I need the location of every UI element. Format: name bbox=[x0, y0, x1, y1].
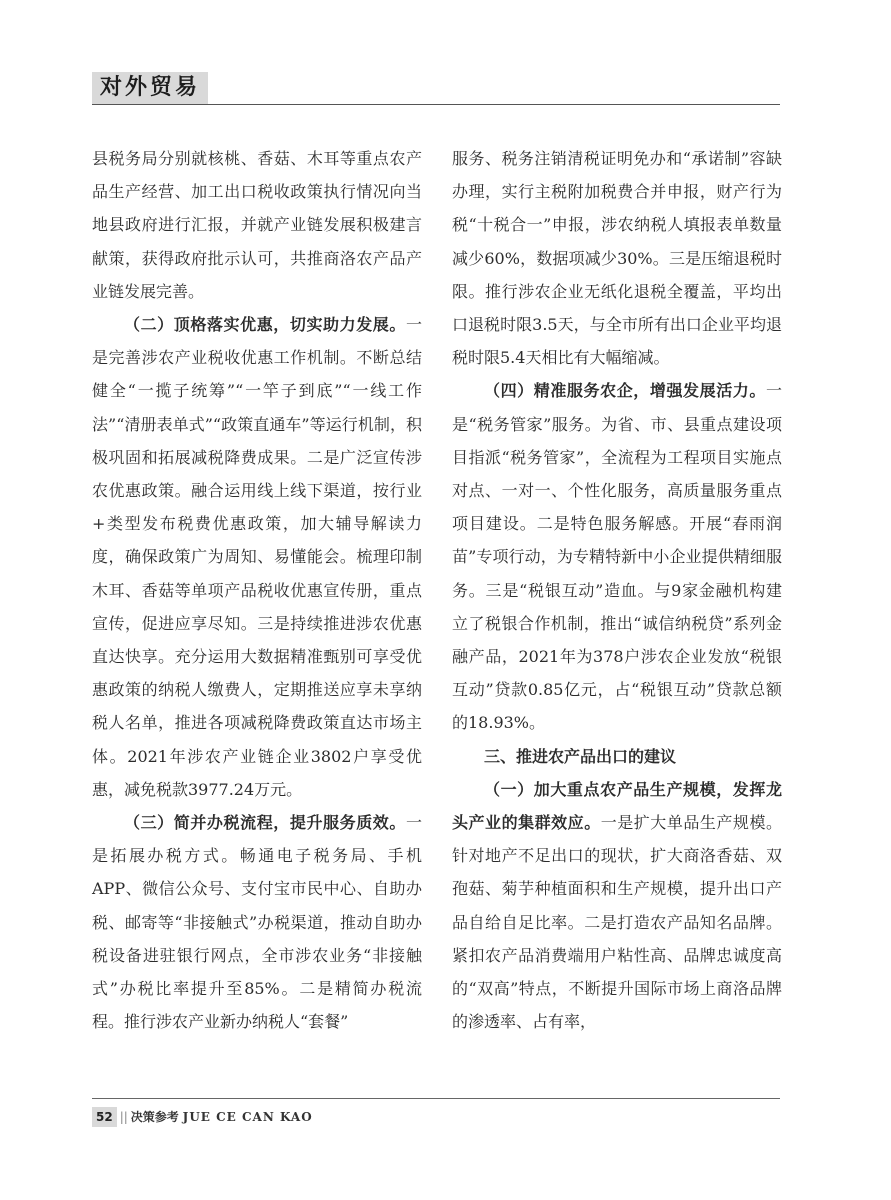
paragraph-body: 一是拓展办税方式。畅通电子税务局、手机APP、微信公众号、支付宝市民中心、自助办税、邮寄等“非接触式”办税渠道，推动自助办税设备进驻银行网点，全市涉农业务“非接触式”办税比率提升至85%。二是精简办税流程。推行涉农产业新办纳税人“套餐” bbox=[92, 813, 422, 1032]
paragraph bbox=[452, 773, 782, 1039]
footer-rule bbox=[92, 1098, 780, 1099]
paragraph-lead: （二）顶格落实优惠，切实助力发展。 bbox=[124, 315, 406, 335]
footer-separator: || bbox=[119, 1110, 128, 1124]
paragraph bbox=[92, 308, 422, 806]
paragraph bbox=[452, 374, 782, 739]
paragraph-body: 一是完善涉农产业税收优惠工作机制。不断总结健全“一揽子统筹”“一竿子到底”“一线工作法”“清册表单式”“政策直通车”等运行机制，积极巩固和拓展减税降费成果。二是广泛宣传涉农优惠政策。融合运用线上线下渠道，按行业+类型发布税费优惠政策，加大辅导解读力度，确保政策广为周知、易懂能会。梳理印制木耳、香菇等单项产品税收优惠宣传册，重点宣传，促进应享尽知。三是持续推进涉农优惠直达快享。充分运用大数据精准甄别可享受优惠政策的纳税人缴费人，定期推送应享未享纳税人名单，推进各项减税降费政策直达市场主体。2021年涉农产业链企业3802户享受优惠，减免税款3977.24万元。 bbox=[92, 315, 422, 799]
header-rule bbox=[92, 104, 780, 105]
section-title: 对外贸易 bbox=[92, 72, 208, 105]
left-column bbox=[92, 142, 422, 1038]
paragraph-lead: （四）精准服务农企，增强发展活力。 bbox=[484, 381, 766, 401]
paragraph-lead: （一）加大重点农产品生产规模，发挥龙头产业的集群效应。 bbox=[452, 779, 782, 833]
page-footer bbox=[92, 1107, 313, 1127]
paragraph: 服务、税务注销清税证明免办和“承诺制”容缺办理，实行主税附加税费合并申报，财产行为税“十税合一”申报，涉农纳税人填报表单数量减少60%，数据项减少30%。三是压缩退税时限。推行涉农企业无纸化退税全覆盖，平均出口退税时限3.5天，与全市所有出口企业平均退税时限5.4天相比有大幅缩减。 bbox=[452, 149, 782, 368]
paragraph-lead: （三）简并办税流程，提升服务质效。 bbox=[124, 813, 406, 833]
journal-name: 决策参考 bbox=[130, 1110, 179, 1124]
section-heading: 三、推进农产品出口的建议 bbox=[484, 746, 677, 766]
paragraph: 县税务局分别就核桃、香菇、木耳等重点农产品生产经营、加工出口税收政策执行情况向当地县政府进行汇报，并就产业链发展积极建言献策，获得政府批示认可，共推商洛农产品产业链发展完善。 bbox=[92, 149, 422, 301]
right-column bbox=[452, 142, 782, 1038]
paragraph bbox=[92, 806, 422, 1038]
paragraph-body: 一是“税务管家”服务。为省、市、县重点建设项目指派“税务管家”，全流程为工程项目实施点对点、一对一、个性化服务，高质量服务重点项目建设。二是特色服务解感。开展“春雨润苗”专项行动，为专精特新中小企业提供精细服务。三是“税银互动”造血。与9家金融机构建立了税银合作机制，推出“诚信纳税贷”系列金融产品，2021年为378户涉农企业发放“税银互动”贷款0.85亿元，占“税银互动”贷款总额的18.93%。 bbox=[452, 381, 782, 733]
paragraph-body: 一是扩大单品生产规模。针对地产不足出口的现状，扩大商洛香菇、双孢菇、菊芋种植面积和生产规模，提升出口产品自给自足比率。二是打造农产品知名品牌。紧扣农产品消费端用户粘性高、品牌忠诚度高的“双高”特点，不断提升国际市场上商洛品牌的渗透率、占有率， bbox=[452, 813, 782, 1032]
page-number: 52 bbox=[92, 1107, 117, 1127]
journal-name-latin: JUE CE CAN KAO bbox=[182, 1110, 313, 1124]
